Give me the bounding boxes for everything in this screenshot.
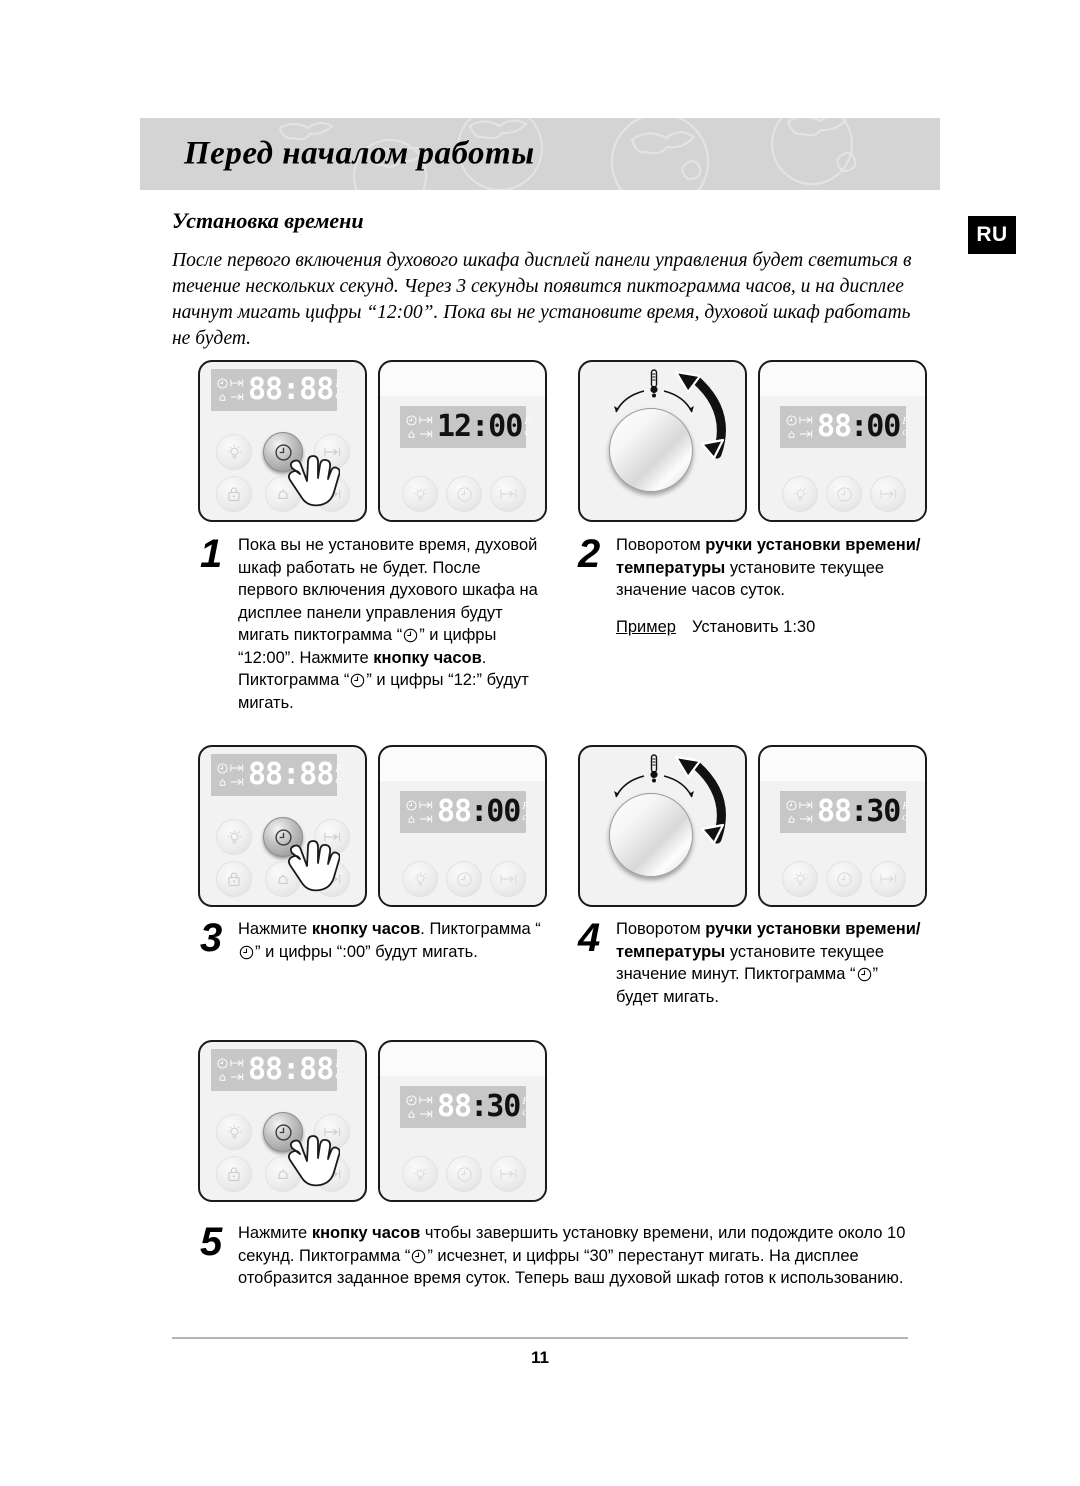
bell-icon (406, 429, 417, 440)
display-indicator-icons (217, 377, 244, 404)
unit-fahrenheit: F (524, 416, 531, 427)
button-lock[interactable] (216, 861, 252, 897)
timer-end-icon (230, 777, 244, 787)
unit-celsius: c (524, 427, 529, 438)
button-clock[interactable] (446, 476, 482, 512)
step-text: Пока вы не установите время, духовой шкаф работать не будет. После первого включения духового шкафа на дисплее панели управления будут мигать пиктограмма “ ” и цифры “12:00”. Нажмите кнопку часов. Пиктограмма “ ” и цифры “12:” будут мигать. (238, 536, 538, 712)
display-digits (437, 409, 523, 444)
clock-icon (456, 871, 473, 888)
step-text: Поворотом ручки установки времени/ температуры установите текущее значение часов суток. (616, 536, 921, 599)
oven-display (400, 406, 531, 448)
unit-celsius: c (335, 1070, 340, 1081)
lamp-icon (412, 871, 429, 888)
lock-icon (226, 1165, 242, 1183)
step-text: Поворотом ручки установки времени/ температуры установите текущее значение минут. Пиктограмма “ ” будет мигать. (616, 920, 921, 1006)
timer-start-icon (419, 1095, 433, 1105)
display-indicator-icons (406, 414, 433, 441)
knob-arc-right (664, 776, 692, 797)
display-unit-labels (335, 1059, 341, 1081)
step-5 (200, 1222, 920, 1290)
knob-indicator-dot (652, 779, 656, 783)
button-timer-end[interactable] (870, 476, 906, 512)
unit-celsius: c (522, 812, 527, 823)
button-lamp[interactable] (216, 819, 252, 855)
clock-icon (411, 1249, 426, 1264)
lamp-icon (792, 871, 809, 888)
button-clock[interactable] (446, 1156, 482, 1192)
display-hours: 88 (437, 794, 472, 829)
page-title: Перед началом работы (184, 135, 535, 172)
lamp-icon (226, 829, 243, 846)
display-unit-labels (902, 801, 908, 823)
display-hours: 88 (817, 409, 852, 444)
clock-icon (239, 945, 254, 960)
button-lock[interactable] (216, 1156, 252, 1192)
clock-icon (836, 486, 853, 503)
button-lock[interactable] (216, 476, 252, 512)
oven-display (780, 406, 909, 448)
example-value: Установить 1:30 (691, 617, 816, 636)
clock-icon (406, 415, 417, 426)
illustration-panel-step3-press-clock (198, 745, 367, 907)
display-hours: 88:88 (248, 372, 334, 407)
illustration-panel-step2-display-hour (758, 360, 927, 522)
timer-start-icon (230, 763, 244, 773)
display-colon: : (850, 409, 868, 444)
clock-icon (217, 763, 228, 774)
oven-display (400, 791, 529, 833)
display-unit-labels (522, 801, 528, 823)
clock-icon (406, 1095, 417, 1106)
button-timer-end[interactable] (490, 861, 526, 897)
display-digits (817, 409, 901, 444)
timer-end-icon (799, 814, 813, 824)
display-unit-labels (522, 1096, 528, 1118)
step-1 (200, 534, 545, 714)
hand-pointer-icon (278, 837, 340, 905)
clock-icon (350, 673, 365, 688)
lamp-icon (792, 486, 809, 503)
knob-arc-right (664, 391, 692, 412)
button-lamp[interactable] (402, 476, 438, 512)
step-3 (200, 918, 545, 963)
illustration-panel-step2-knob (578, 360, 747, 522)
timer-end-icon (879, 488, 898, 500)
display-digits (437, 794, 521, 829)
illustration-panel-step1-press-clock (198, 360, 367, 522)
step-2 (578, 534, 923, 637)
timer-start-icon (799, 800, 813, 810)
step-text: Нажмите кнопку часов чтобы завершить установку времени, или подождите около 10 секунд. Пиктограмма “ ” исчезнет, и цифры “30” перестанут мигать. На дисплее отобразится заданное время суток. Теперь ваш духовой шкаф готов к использованию. (238, 1224, 906, 1287)
clock-icon (456, 486, 473, 503)
display-unit-labels (335, 764, 341, 786)
page-header-band (140, 118, 940, 190)
display-digits (248, 372, 334, 407)
timer-end-icon (499, 873, 518, 885)
oven-display (211, 754, 342, 796)
unit-fahrenheit: F (522, 1096, 529, 1107)
section-intro-paragraph: После первого включения духового шкафа дисплей панели управления будет светиться в течение нескольких секунд. Через 3 секунды появится пиктограмма часов, и на дисплее начнут мигать цифры “12:00”. Пока вы не установите время, духовой шкаф работать не будет. (172, 250, 912, 349)
timer-end-icon (419, 1109, 433, 1119)
display-indicator-icons (217, 762, 244, 789)
button-lamp[interactable] (782, 861, 818, 897)
timer-end-icon (499, 1168, 518, 1180)
oven-display (211, 1049, 342, 1091)
bell-icon (217, 392, 228, 403)
timer-end-icon (419, 814, 433, 824)
button-lamp[interactable] (216, 1114, 252, 1150)
button-timer-end[interactable] (490, 1156, 526, 1192)
display-indicator-icons (786, 799, 813, 826)
lamp-icon (226, 444, 243, 461)
hand-pointer-icon (278, 1132, 340, 1200)
display-indicator-icons (406, 799, 433, 826)
button-timer-end[interactable] (490, 476, 526, 512)
clock-icon (786, 415, 797, 426)
unit-fahrenheit: F (335, 1059, 342, 1070)
button-clock[interactable] (826, 476, 862, 512)
unit-fahrenheit: F (335, 379, 342, 390)
time-temperature-knob[interactable] (609, 793, 693, 877)
oven-display (400, 1086, 529, 1128)
lock-icon (226, 870, 242, 888)
hand-pointer-icon (278, 452, 340, 520)
bell-icon (217, 1072, 228, 1083)
unit-celsius: c (335, 390, 340, 401)
display-indicator-icons (786, 414, 813, 441)
display-time-value: 12:00 (437, 409, 523, 444)
thermometer-icon (650, 370, 657, 393)
step-number: 1 (200, 532, 223, 576)
button-clock[interactable] (446, 861, 482, 897)
display-indicator-icons (406, 1094, 433, 1121)
display-digits (248, 1052, 334, 1087)
timer-end-icon (879, 873, 898, 885)
display-minutes: 30 (486, 1089, 521, 1124)
oven-display (211, 369, 342, 411)
step-2-example (616, 618, 923, 637)
clock-icon (406, 800, 417, 811)
button-timer-end[interactable] (870, 861, 906, 897)
oven-display (780, 791, 909, 833)
clock-icon (456, 1166, 473, 1183)
clock-icon (836, 871, 853, 888)
lamp-icon (412, 486, 429, 503)
step-number: 4 (578, 916, 601, 960)
timer-end-icon (230, 392, 244, 402)
clock-icon (857, 967, 872, 982)
unit-fahrenheit: F (335, 764, 342, 775)
lock-icon (226, 485, 242, 503)
bell-icon (406, 814, 417, 825)
illustration-panel-step3-display (378, 745, 547, 907)
bell-icon (786, 429, 797, 440)
timer-start-icon (419, 800, 433, 810)
section-heading: Установка времени (172, 208, 364, 233)
clock-icon (786, 800, 797, 811)
timer-start-icon (799, 415, 813, 425)
button-clock[interactable] (826, 861, 862, 897)
unit-celsius: c (902, 427, 907, 438)
time-temperature-knob[interactable] (609, 408, 693, 492)
button-lamp[interactable] (782, 476, 818, 512)
display-minutes: 00 (866, 409, 901, 444)
unit-fahrenheit: F (902, 801, 909, 812)
unit-celsius: c (522, 1107, 527, 1118)
unit-fahrenheit: F (902, 416, 909, 427)
display-colon: : (470, 794, 488, 829)
unit-celsius: c (335, 775, 340, 786)
display-unit-labels (524, 416, 530, 438)
page-number: 11 (531, 1348, 549, 1367)
display-digits (248, 757, 334, 792)
button-lamp[interactable] (216, 434, 252, 470)
bell-icon (786, 814, 797, 825)
clock-icon (403, 628, 418, 643)
display-unit-labels (902, 416, 908, 438)
illustration-panel-step5-display-final (378, 1040, 547, 1202)
step-4 (578, 918, 923, 1008)
example-label: Пример (616, 617, 676, 636)
timer-start-icon (419, 415, 433, 425)
display-minutes: 30 (866, 794, 901, 829)
button-lamp[interactable] (402, 861, 438, 897)
locale-badge: RU (968, 216, 1016, 254)
illustration-panel-step1-display-1200 (378, 360, 547, 522)
display-digits (437, 1089, 521, 1124)
step-number: 5 (200, 1220, 223, 1264)
display-hours: 88:88 (248, 1052, 334, 1087)
timer-end-icon (799, 429, 813, 439)
display-colon: : (470, 1089, 488, 1124)
unit-celsius: c (902, 812, 907, 823)
step-text: Нажмите кнопку часов. Пиктограмма “” и цифры “:00” будут мигать. (238, 920, 541, 961)
clock-icon (217, 1058, 228, 1069)
display-hours: 88:88 (248, 757, 334, 792)
display-minutes: 00 (486, 794, 521, 829)
footer-divider (172, 1337, 908, 1339)
timer-end-icon (230, 1072, 244, 1082)
timer-end-icon (419, 429, 433, 439)
display-hours: 88 (817, 794, 852, 829)
lamp-icon (226, 1124, 243, 1141)
illustration-panel-step4-display-minutes (758, 745, 927, 907)
knob-indicator-dot (652, 394, 656, 398)
button-lamp[interactable] (402, 1156, 438, 1192)
step-number: 3 (200, 916, 223, 960)
illustration-panel-step4-knob (578, 745, 747, 907)
display-colon: : (850, 794, 868, 829)
display-unit-labels (335, 379, 341, 401)
unit-fahrenheit: F (522, 801, 529, 812)
timer-start-icon (230, 378, 244, 388)
bell-icon (217, 777, 228, 788)
display-digits (817, 794, 901, 829)
timer-end-icon (499, 488, 518, 500)
timer-start-icon (230, 1058, 244, 1068)
thermometer-icon (650, 755, 657, 778)
display-hours: 88 (437, 1089, 472, 1124)
bell-icon (406, 1109, 417, 1120)
clock-icon (217, 378, 228, 389)
lamp-icon (412, 1166, 429, 1183)
display-indicator-icons (217, 1057, 244, 1084)
step-number: 2 (578, 532, 601, 576)
illustration-panel-step5-press-clock (198, 1040, 367, 1202)
